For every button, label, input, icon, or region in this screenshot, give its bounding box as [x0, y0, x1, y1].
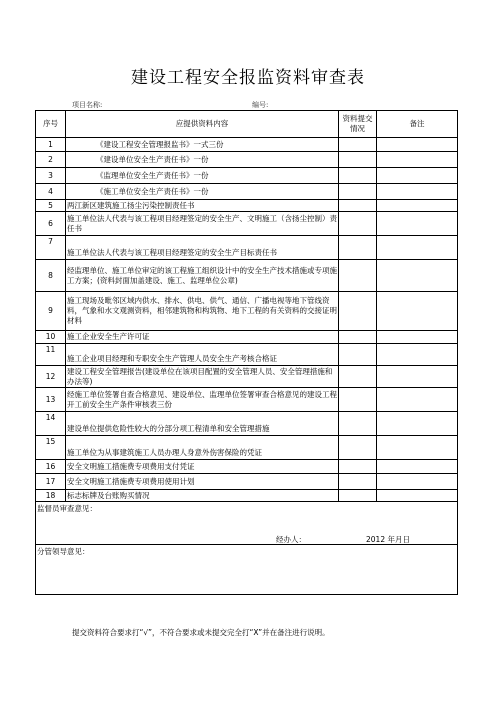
- remark-cell[interactable]: [377, 388, 458, 412]
- remark-cell[interactable]: [377, 260, 458, 292]
- row-content: 建设单位提供危险性较大的分部分项工程清单和安全管理措施: [66, 412, 339, 436]
- row-number: 5: [36, 200, 66, 212]
- supervisor-opinion-row: [36, 502, 458, 545]
- remark-cell[interactable]: [377, 331, 458, 344]
- row-number: 18: [36, 490, 66, 502]
- remark-cell[interactable]: [377, 184, 458, 200]
- table-row: [36, 412, 458, 436]
- row-content: 经施工单位签署自查合格意见、建设单位、监理单位签署审查合格意见的建设工程开工前安全生产条件审核表三份: [66, 388, 339, 412]
- remark-cell[interactable]: [377, 200, 458, 212]
- row-content: 施工现场及毗邻区域内供水、排水、供电、供气、通信、广播电视等地下管线资料，气象和水文观测资料，相邻建筑物和构筑物、地下工程的有关资料的交接证明材料: [66, 292, 339, 331]
- row-content: 施工单位为从事建筑施工人员办理人身意外伤害保险的凭证: [66, 436, 339, 460]
- remark-cell[interactable]: [377, 152, 458, 168]
- remark-cell[interactable]: [377, 412, 458, 436]
- row-content: 《施工单位安全生产责任书》一份: [66, 184, 339, 200]
- status-cell[interactable]: [339, 344, 377, 366]
- supervisor-opinion-label: 监督员审查意见：: [37, 504, 97, 513]
- header-remark: 备注: [377, 111, 458, 138]
- page-title: 建设工程安全报监资料审查表: [131, 68, 365, 88]
- row-content: 《监理单位安全生产责任书》一份: [66, 168, 339, 184]
- status-cell[interactable]: [339, 460, 377, 474]
- row-number: 10: [36, 331, 66, 344]
- row-number: 6: [36, 212, 66, 236]
- row-number: 17: [36, 474, 66, 490]
- status-cell[interactable]: [339, 331, 377, 344]
- row-content: 施工企业安全生产许可证: [66, 331, 339, 344]
- row-number: 14: [36, 412, 66, 436]
- status-cell[interactable]: [339, 366, 377, 388]
- remark-cell[interactable]: [377, 366, 458, 388]
- status-cell[interactable]: [339, 474, 377, 490]
- table-row: [36, 152, 458, 168]
- row-content: 《建设单位安全生产责任书》一份: [66, 152, 339, 168]
- header-status: 资料提交情况: [339, 111, 377, 138]
- row-number: 13: [36, 388, 66, 412]
- remark-cell[interactable]: [377, 460, 458, 474]
- row-content: 施工企业项目经理和专职安全生产管理人员安全生产考核合格证: [66, 344, 339, 366]
- status-cell[interactable]: [339, 212, 377, 236]
- remark-cell[interactable]: [377, 236, 458, 260]
- remark-cell[interactable]: [377, 344, 458, 366]
- table-row: [36, 168, 458, 184]
- status-cell[interactable]: [339, 412, 377, 436]
- row-number: 9: [36, 292, 66, 331]
- table-row: [36, 490, 458, 502]
- table-row: [36, 236, 458, 260]
- status-cell[interactable]: [339, 138, 377, 152]
- table-row: [36, 460, 458, 474]
- leader-opinion-row: [36, 545, 458, 595]
- row-number: 15: [36, 436, 66, 460]
- table-row: [36, 331, 458, 344]
- row-content: 建设工程安全管理报告(建设单位在该项目配置的安全管理人员、安全管理措施和办法等): [66, 366, 339, 388]
- status-cell[interactable]: [339, 436, 377, 460]
- status-cell[interactable]: [339, 184, 377, 200]
- table-row: [36, 138, 458, 152]
- table-row: [36, 474, 458, 490]
- table-row: [36, 366, 458, 388]
- row-number: 4: [36, 184, 66, 200]
- leader-opinion-label: 分管领导意见：: [37, 547, 90, 556]
- row-content: 两江新区建筑施工扬尘污染控制责任书: [66, 200, 339, 212]
- table-row: [36, 200, 458, 212]
- row-number: 12: [36, 366, 66, 388]
- row-number: 7: [36, 236, 66, 260]
- table-row: [36, 344, 458, 366]
- table-row: [36, 436, 458, 460]
- table-row: [36, 260, 458, 292]
- leader-opinion-cell[interactable]: [36, 545, 458, 595]
- remark-cell[interactable]: [377, 490, 458, 502]
- table-row: [36, 212, 458, 236]
- row-content: 《建设工程安全管理报监书》一式三份: [66, 138, 339, 152]
- row-content: 安全文明施工措施费专项费用使用计划: [66, 474, 339, 490]
- remark-cell[interactable]: [377, 436, 458, 460]
- row-number: 3: [36, 168, 66, 184]
- date-text: 2012 年月日: [366, 535, 410, 544]
- review-table: [35, 110, 458, 595]
- row-content: 经监理单位、施工单位审定的该工程施工组织设计中的安全生产技术措施或专项施工方案；(资料封面加盖建设、施工、监理单位公章): [66, 260, 339, 292]
- status-cell[interactable]: [339, 168, 377, 184]
- table-row: [36, 292, 458, 331]
- serial-number-label: 编号:: [252, 101, 269, 109]
- remark-cell[interactable]: [377, 212, 458, 236]
- row-number: 8: [36, 260, 66, 292]
- footer-note: 提交资料符合要求打“√”，不符合要求或未提交完全打“X”并在备注进行说明。: [72, 628, 330, 637]
- status-cell[interactable]: [339, 292, 377, 331]
- supervisor-opinion-cell[interactable]: [36, 502, 458, 545]
- row-content: 标志标牌及台账购买情况: [66, 490, 339, 502]
- row-number: 1: [36, 138, 66, 152]
- status-cell[interactable]: [339, 152, 377, 168]
- header-content: 应提供资料内容: [66, 111, 339, 138]
- status-cell[interactable]: [339, 200, 377, 212]
- row-number: 2: [36, 152, 66, 168]
- table-row: [36, 184, 458, 200]
- table-header-row: [36, 111, 458, 138]
- status-cell[interactable]: [339, 490, 377, 502]
- row-content: 施工单位法人代表与该工程项目经理签定的安全生产目标责任书: [66, 236, 339, 260]
- remark-cell[interactable]: [377, 474, 458, 490]
- status-cell[interactable]: [339, 388, 377, 412]
- table-row: [36, 388, 458, 412]
- remark-cell[interactable]: [377, 168, 458, 184]
- header-no: 序号: [36, 111, 66, 138]
- row-content: 安全文明施工措施费专项费用支付凭证: [66, 460, 339, 474]
- status-cell[interactable]: [339, 236, 377, 260]
- remark-cell[interactable]: [377, 292, 458, 331]
- project-name-label: 项目名称:: [72, 101, 103, 109]
- handler-label: 经办人：: [276, 535, 306, 544]
- remark-cell[interactable]: [377, 138, 458, 152]
- status-cell[interactable]: [339, 260, 377, 292]
- row-number: 16: [36, 460, 66, 474]
- row-number: 11: [36, 344, 66, 366]
- row-content: 施工单位法人代表与该工程项目经理签定的安全生产、文明施工（含扬尘控制）责任书: [66, 212, 339, 236]
